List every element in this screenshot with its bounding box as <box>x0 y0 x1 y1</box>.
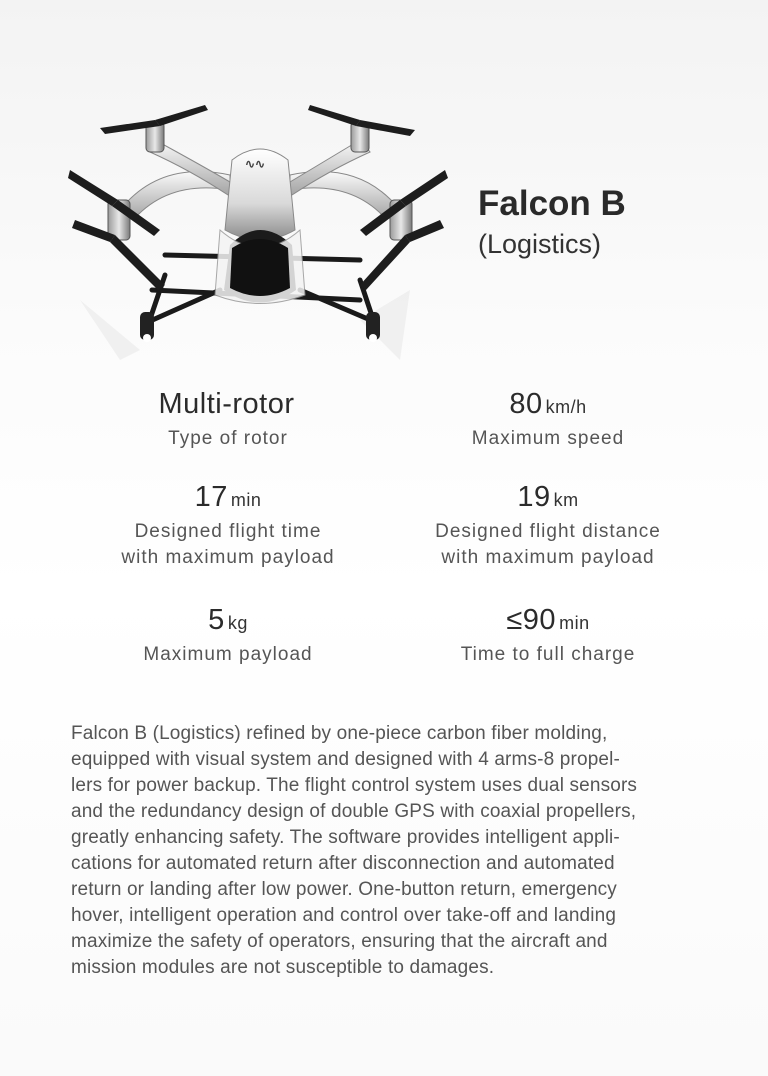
spec-value: 17 min <box>194 481 262 513</box>
description-line: equipped with visual system and designed with 4 arms-8 propel- <box>71 749 620 770</box>
drone-fuselage <box>215 149 305 304</box>
description-line: greatly enhancing safety. The software provides intelligent appli- <box>71 827 620 848</box>
spec-max-payload <box>68 602 388 667</box>
spec-label-line2: with maximum payload <box>441 547 655 568</box>
spec-value: Multi-rotor <box>158 388 295 420</box>
description-line: and the redundancy design of double GPS with coaxial propellers, <box>71 801 637 822</box>
description-line: return or landing after low power. One-button return, emergency <box>71 879 617 900</box>
spec-label: Designed flight time <box>134 521 322 542</box>
svg-text:∿∿: ∿∿ <box>245 157 266 171</box>
spec-flight-distance <box>388 479 708 570</box>
description-line: cations for automated return after disconnection and automated <box>71 853 615 874</box>
spec-flight-time <box>68 479 388 570</box>
description-line: maximize the safety of operators, ensuring that the aircraft and <box>71 931 608 952</box>
description-line: hover, intelligent operation and control over take-off and landing <box>71 905 617 926</box>
spec-label: Maximum payload <box>143 644 313 665</box>
spec-label: Time to full charge <box>460 644 636 665</box>
spec-value: 5 kg <box>208 604 248 636</box>
product-title: Falcon B <box>478 184 626 223</box>
product-description <box>71 721 711 981</box>
spec-value: ≤90 min <box>506 604 590 636</box>
spec-charge-time <box>388 602 708 667</box>
spec-label: Maximum speed <box>471 428 625 449</box>
product-title-block <box>478 182 626 262</box>
description-line: mission modules are not susceptible to damages. <box>71 957 495 978</box>
spec-label: Type of rotor <box>168 428 288 449</box>
description-line: lers for power backup. The flight control system uses dual sensors <box>71 775 638 796</box>
spec-value: 80 km/h <box>509 388 587 420</box>
description-line: Falcon B (Logistics) refined by one-piece carbon fiber molding, <box>71 723 608 744</box>
spec-label-line2: with maximum payload <box>121 547 335 568</box>
product-subtitle: (Logistics) <box>478 229 602 259</box>
spec-max-speed <box>388 386 708 451</box>
spec-value: 19 km <box>517 481 579 513</box>
spec-label: Designed flight distance <box>435 521 661 542</box>
spec-rotor-type <box>68 386 388 451</box>
drone-image <box>60 90 460 390</box>
